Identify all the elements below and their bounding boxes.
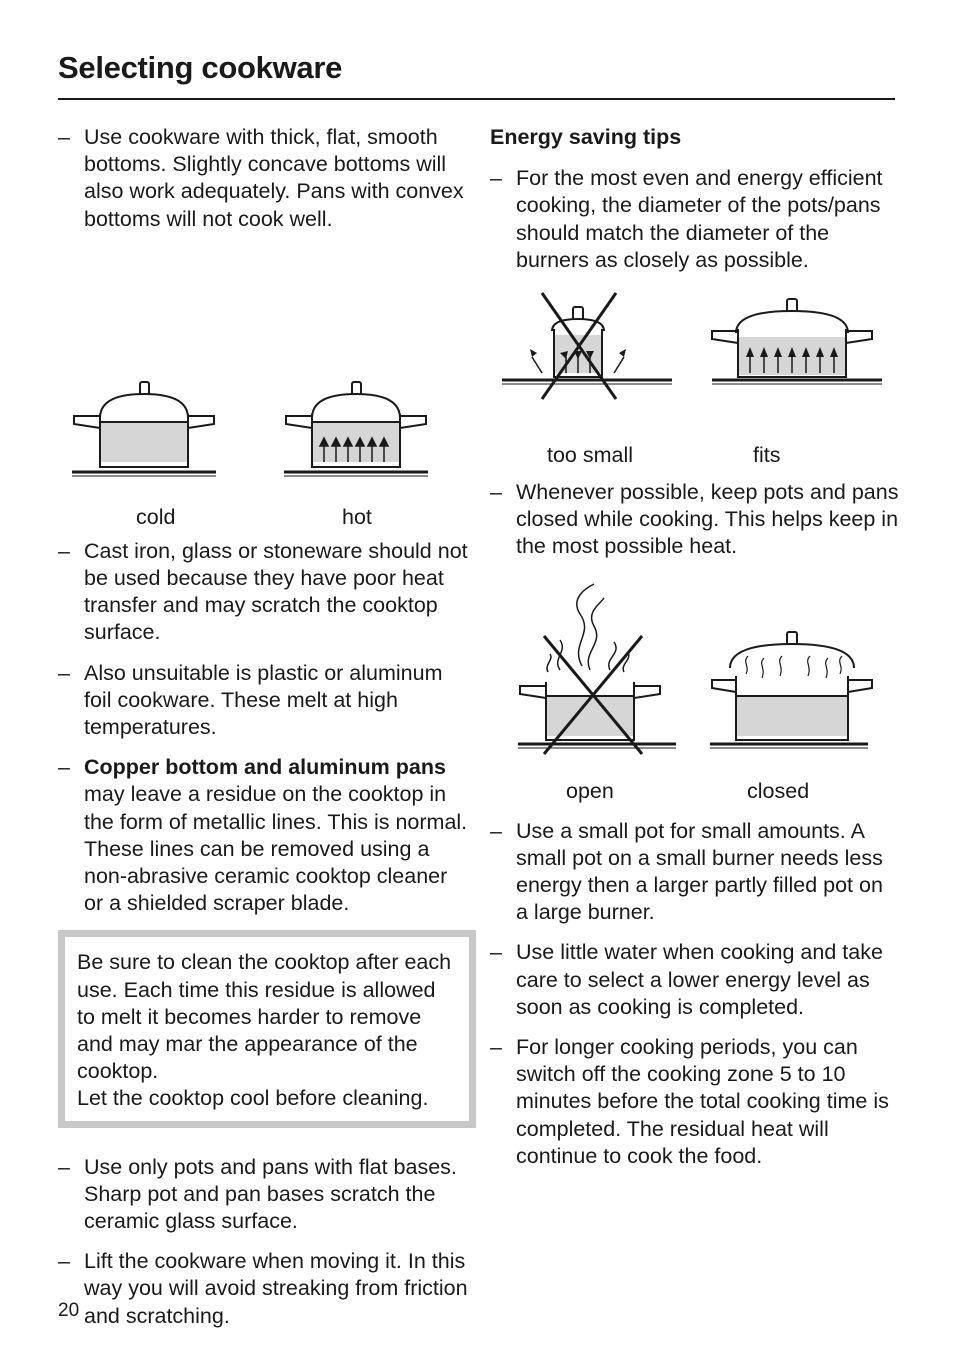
dash-bullet: – xyxy=(490,166,502,191)
section-heading: Energy saving tips xyxy=(490,125,682,149)
list-item xyxy=(490,1034,900,1170)
label-cold: cold xyxy=(136,504,176,529)
item-bold-text: Copper bottom and aluminum pans xyxy=(84,755,446,780)
dash-bullet: – xyxy=(58,538,70,563)
cold-hot-pots-drawing xyxy=(58,246,468,486)
dash-bullet: – xyxy=(58,1249,70,1274)
label-hot: hot xyxy=(342,504,372,529)
note-text: Be sure to clean the cooktop after each use. Each time this residue is allowed to melt it becomes harder to remove and may mar the appearance of the cooktop. xyxy=(77,950,452,1084)
item-text: Use little water when cooking and take care to select a lower energy level as soon as cooking is completed. xyxy=(516,940,883,1019)
item-text: may leave a residue on the cooktop in the form of metallic lines. This is normal. These lines can be removed using a non-abrasive ceramic cooktop cleaner or a shielded scraper blade. xyxy=(84,782,468,916)
dash-bullet: – xyxy=(490,480,502,505)
hot-pot-icon xyxy=(284,382,428,476)
dash-bullet: – xyxy=(490,940,502,965)
item-text: Use only pots and pans with flat bases. Sharp pot and pan bases scratch the ceramic glass surface. xyxy=(84,1154,457,1234)
cleaning-note-box xyxy=(58,930,476,1127)
list-item xyxy=(490,479,900,561)
list-item xyxy=(490,818,900,927)
dash-bullet: – xyxy=(58,755,70,780)
pot-size-drawing xyxy=(490,287,900,437)
item-text: Lift the cookware when moving it. In this way you will avoid streaking from friction and scratching. xyxy=(84,1249,468,1328)
list-item xyxy=(490,939,900,1021)
list-item xyxy=(58,124,468,233)
list-item xyxy=(58,1154,468,1236)
cold-hot-illustration xyxy=(58,246,468,538)
right-column xyxy=(490,124,900,1183)
label-closed: closed xyxy=(747,778,810,803)
item-text: Use cookware with thick, flat, smooth bottoms. Slightly concave bottoms will also work adequately. Pans with convex bottoms will not cook well. xyxy=(84,125,464,231)
list-item xyxy=(58,660,468,742)
pot-size-illustration xyxy=(490,287,900,479)
closed-pot-icon xyxy=(710,632,872,748)
label-fits: fits xyxy=(753,443,781,468)
item-text: Whenever possible, keep pots and pans closed while cooking. This helps keep in the most possible heat. xyxy=(516,480,899,559)
item-text: For the most even and energy efficient cooking, the diameter of the pots/pans should match the diameter of the burners as closely as possible. xyxy=(516,166,883,272)
left-column xyxy=(58,124,468,1343)
list-item xyxy=(58,538,468,647)
steam-icon xyxy=(547,584,629,672)
dash-bullet: – xyxy=(490,1035,502,1060)
title-divider xyxy=(58,98,895,100)
page-title: Selecting cookware xyxy=(58,50,343,85)
list-item xyxy=(490,165,900,274)
list-item xyxy=(58,1248,468,1330)
item-text: Cast iron, glass or stoneware should not be used because they have poor heat transfer and may scratch the cooktop surface. xyxy=(84,538,468,645)
small-pot-icon xyxy=(502,307,672,384)
item-text: Use a small pot for small amounts. A small pot on a small burner needs less energy then a larger partly filled pot on a large burner. xyxy=(516,818,883,925)
dash-bullet: – xyxy=(58,125,70,149)
label-open: open xyxy=(566,778,614,803)
dash-bullet: – xyxy=(58,1154,70,1179)
item-text: Also unsuitable is plastic or aluminum foil cookware. These melt at high temperatures. xyxy=(84,660,443,740)
list-item xyxy=(58,754,468,917)
label-too-small: too small xyxy=(547,443,634,468)
cold-pot-icon xyxy=(72,382,216,476)
dash-bullet: – xyxy=(490,818,502,843)
escaping-heat-arrows-icon xyxy=(532,357,624,373)
fitting-pot-icon xyxy=(712,299,882,384)
open-closed-pots-drawing xyxy=(490,574,900,774)
note-text: Let the cooktop cool before cleaning. xyxy=(77,1086,429,1111)
item-text: For longer cooking periods, you can switch off the cooking zone 5 to 10 minutes before the total cooking time is completed. The residual heat will continue to cook the food. xyxy=(516,1035,889,1168)
dash-bullet: – xyxy=(58,660,70,685)
lid-illustration xyxy=(490,574,900,818)
page-number: 20 xyxy=(58,1300,80,1321)
